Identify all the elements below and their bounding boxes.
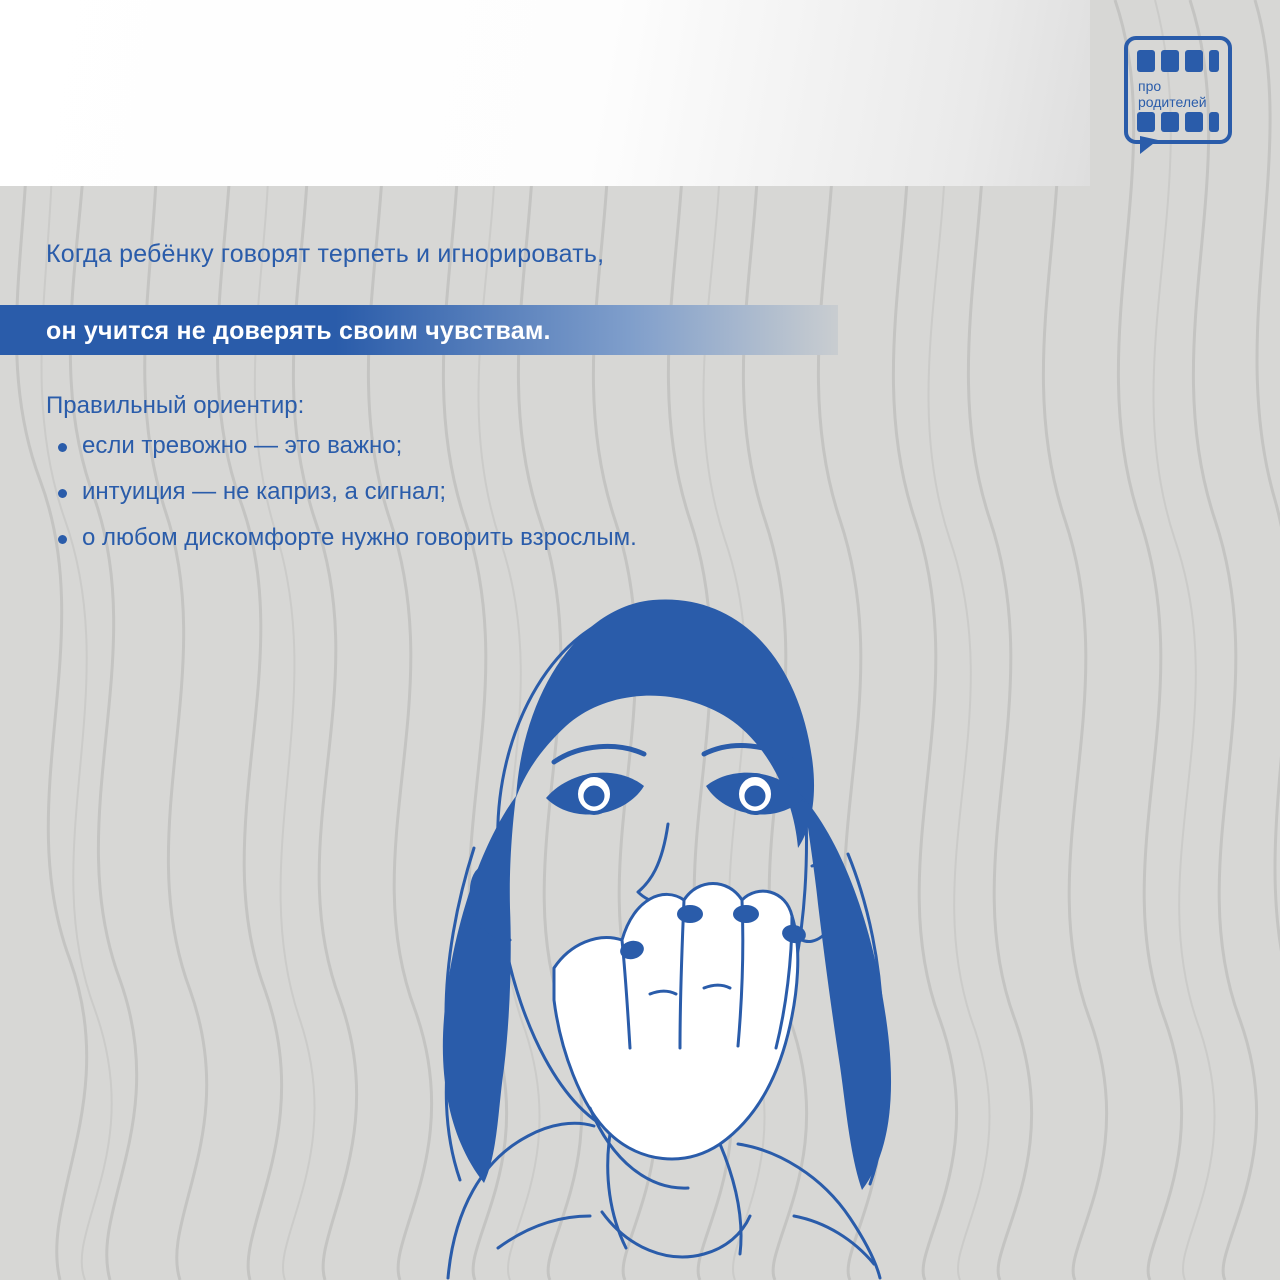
logo-text-line2: родителей (1138, 94, 1207, 110)
list-item: о любом дискомфорте нужно говорить взрослым. (52, 524, 637, 552)
brand-logo (1124, 36, 1232, 156)
list-item: интуиция — не каприз, а сигнал; (52, 478, 637, 506)
lead-line: Когда ребёнку говорят терпеть и игнорировать, (46, 240, 605, 268)
child-illustration (198, 548, 1078, 1280)
list-item: если тревожно — это важно; (52, 432, 637, 460)
guide-title: Правильный ориентир: (46, 392, 305, 419)
highlight-text: он учится не доверять своим чувствам. (46, 317, 551, 345)
logo-text-line1: про (1138, 78, 1162, 94)
guide-list (52, 432, 637, 570)
header-band (0, 0, 1090, 186)
